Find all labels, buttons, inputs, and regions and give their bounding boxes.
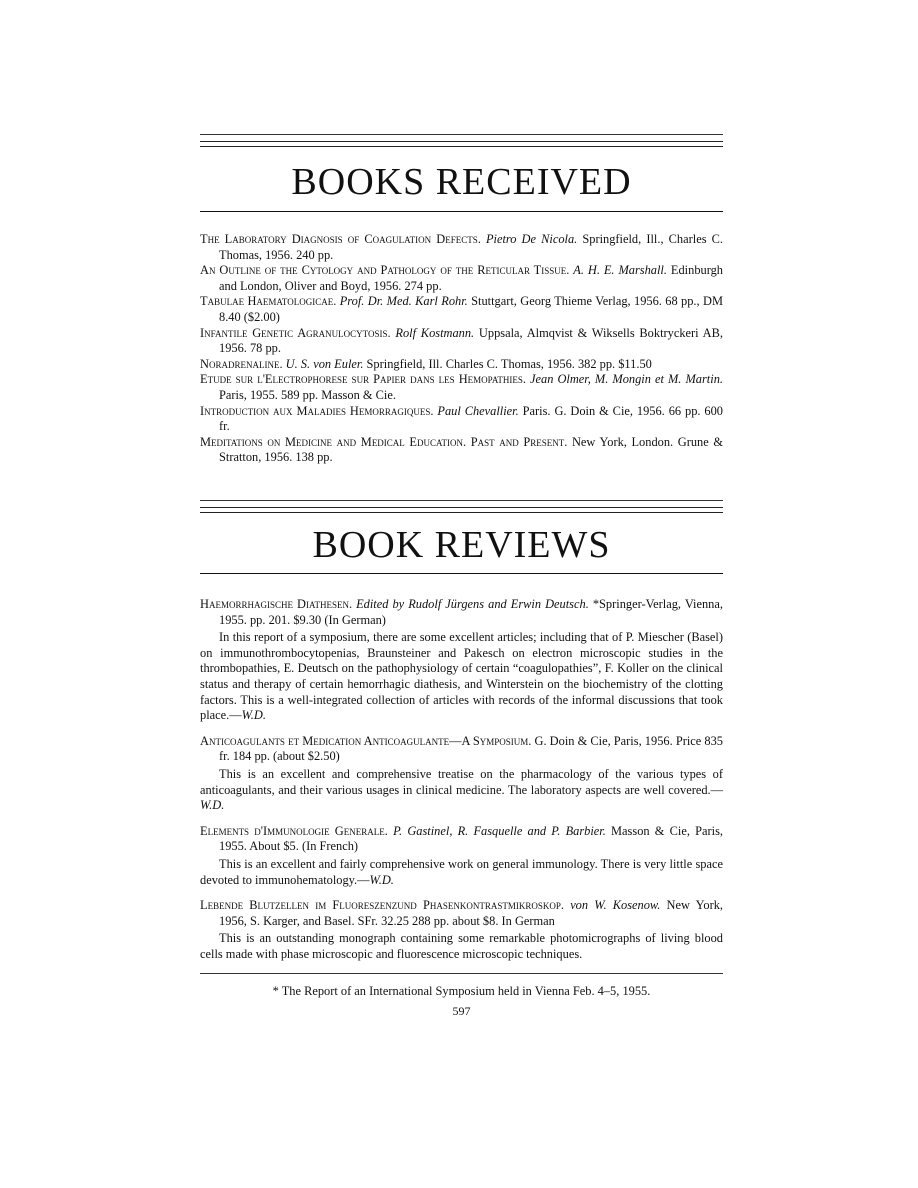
book-reviews-list bbox=[200, 597, 723, 972]
received-entry: Etude sur l'Electrophorese sur Papier dans les Hemopathies. Jean Olmer, M. Mongin et M. Martin. Paris, 1955. 589 pp. Masson & Cie. bbox=[200, 372, 723, 402]
review-item bbox=[200, 824, 723, 888]
books-received-heading: BOOKS RECEIVED bbox=[291, 161, 632, 203]
received-entry: Meditations on Medicine and Medical Education. Past and Present. New York, London. Grune & Stratton, 1956. 138 pp. bbox=[200, 434, 723, 465]
review-body: In this report of a symposium, there are some excellent articles; including that of P. Miescher (Basel) on immunothrombocytopenias, Braunsteiner and Pakesch on electron microscopic studies in the thrombopathies, E. Deutsch on the pathophysiology of certain “coagulopathies”, F. Koller on the clinical status and therapy of certain hemorrhagic diathesis, and Winterstein on the biochemistry of the clotting factors. This is a well-integrated collection of articles with records of the informal discussions that took place.—W.D. bbox=[200, 630, 723, 723]
footnote-rule bbox=[200, 973, 723, 974]
review-signature: W.D. bbox=[369, 872, 394, 887]
reviews-thin-rule bbox=[200, 500, 723, 501]
book-reviews-rule bbox=[200, 573, 723, 574]
review-signature: W.D. bbox=[241, 708, 266, 723]
review-citation: Lebende Blutzellen im Fluoreszenzund Phasenkontrastmikroskop. von W. Kosenow. New York, 1956, S. Karger, and Basel. SFr. 32.25 288 pp. about $8. In German bbox=[200, 898, 724, 928]
books-received-list bbox=[200, 232, 723, 466]
received-entry: Noradrenaline. U. S. von Euler. Springfield, Ill. Charles C. Thomas, 1956. 382 pp. $11.50 bbox=[200, 356, 652, 371]
review-citation: Haemorrhagische Diathesen. Edited by Rudolf Jürgens and Erwin Deutsch. *Springer-Verlag, Vienna, 1955. pp. 201. $9.30 (In German) bbox=[200, 597, 723, 627]
review-citation: Elements d'Immunologie Generale. P. Gastinel, R. Fasquelle and P. Barbier. Masson & Cie, Paris, 1955. About $5. (In French) bbox=[200, 823, 723, 854]
review-item bbox=[200, 734, 723, 814]
received-entry: Tabulae Haematologicae. Prof. Dr. Med. Karl Rohr. Stuttgart, Georg Thieme Verlag, 1956. 68 pp., DM 8.40 ($2.00) bbox=[200, 294, 723, 324]
review-citation: Anticoagulants et Medication Anticoagulante—A Symposium. G. Doin & Cie, Paris, 1956. Price 835 fr. 184 pp. (about $2.50) bbox=[200, 733, 723, 764]
review-body: This is an excellent and fairly comprehensive work on general immunology. There is very little space devoted to immunohematology.—W.D. bbox=[200, 856, 723, 887]
review-item bbox=[200, 597, 723, 724]
review-body: This is an outstanding monograph containing some remarkable photomicrographs of living blood cells made with phase microscopic and fluorescence microscopic techniques. bbox=[200, 931, 723, 961]
footnote: * The Report of an International Symposium held in Vienna Feb. 4–5, 1955. bbox=[272, 984, 651, 998]
reviews-double-rule bbox=[200, 507, 723, 513]
review-body: This is an excellent and comprehensive treatise on the pharmacology of the various types of anticoagulants, and their various usages in clinical medicine. The laboratory aspects are well covered.—W.D. bbox=[200, 766, 723, 813]
page-number: 597 bbox=[452, 1004, 471, 1018]
top-thin-rule bbox=[200, 134, 723, 135]
received-entry: Introduction aux Maladies Hemorragiques. Paul Chevallier. Paris. G. Doin & Cie, 1956. 66 pp. 600 fr. bbox=[200, 403, 723, 434]
books-received-rule bbox=[200, 211, 723, 212]
book-reviews-heading: BOOK REVIEWS bbox=[312, 524, 611, 566]
received-entry: The Laboratory Diagnosis of Coagulation Defects. Pietro De Nicola. Springfield, Ill., Charles C. Thomas, 1956. 240 pp. bbox=[200, 232, 723, 262]
top-double-rule bbox=[200, 141, 723, 147]
review-item bbox=[200, 898, 723, 962]
received-entry: Infantile Genetic Agranulocytosis. Rolf Kostmann. Uppsala, Almqvist & Wiksells Boktryckeri AB, 1956. 78 pp. bbox=[200, 325, 723, 356]
review-signature: W.D. bbox=[200, 798, 225, 813]
received-entry: An Outline of the Cytology and Pathology of the Reticular Tissue. A. H. E. Marshall. Edinburgh and London, Oliver and Boyd, 1956. 274 pp. bbox=[200, 263, 723, 293]
